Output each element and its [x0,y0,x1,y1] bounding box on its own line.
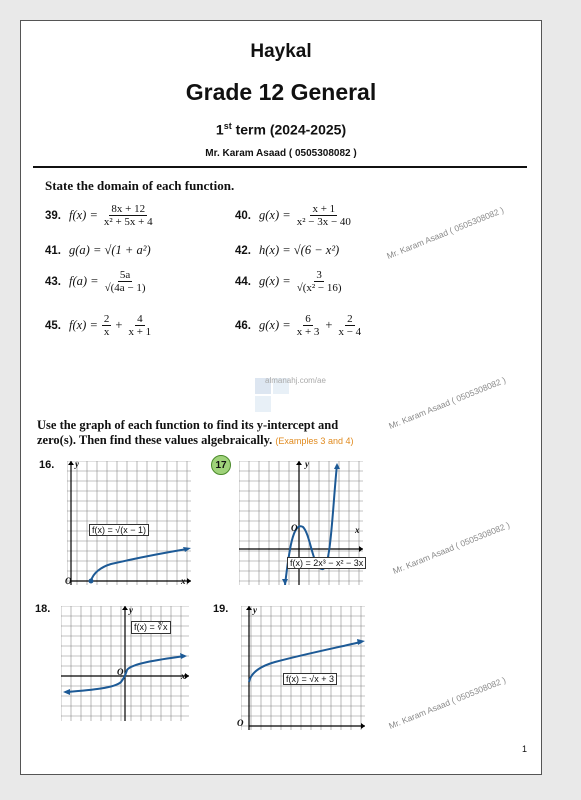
graph-16-y-axis-label: y [75,459,79,469]
graph-19 [241,606,365,730]
graph-prompt-line1: Use the graph of each function to find its y-intercept and [37,418,339,432]
graph-18-number: 18. [35,603,51,615]
problem-41: 41. g(a) = √(1 + a²) [45,243,151,257]
teacher-watermark: Mr. Karam Asaad ( 0505308082 ) [387,674,508,731]
graph-17-y-axis-label: y [305,459,309,469]
graph-19-y-axis-label: y [253,605,257,615]
problem-42: 42. h(x) = √(6 − x²) [235,243,340,257]
term-line: 1st term (2024-2025) [215,121,347,138]
graph-19-number: 19. [213,603,229,615]
graph-19-function-label: f(x) = √x + 3 [283,673,337,685]
problem-45: 45. f(x) = $\frac{2}{x}$ + $\frac{4}{x + 1}$ [45,313,152,338]
worksheet-page [20,20,542,775]
graph-17-function-label: f(x) = 2x³ − x² − 3x [287,557,366,569]
teacher-watermark: Mr. Karam Asaad ( 0505308082 ) [391,519,512,576]
graph-18-function-label: f(x) = ∛x [131,621,171,634]
graph-18-origin: O [117,667,124,677]
problem-39: 39. f(x) = $\frac{8x + 12}{\text{x² + 5x + 4}}$ [45,203,153,228]
graph-16 [67,461,191,585]
graph-16-origin: O [65,576,72,586]
graph-16-x-axis-label: x [181,576,186,586]
examples-ref: (Examples 3 and 4) [275,436,354,446]
teacher-watermark: Mr. Karam Asaad ( 0505308082 ) [387,374,508,431]
domain-prompt: State the domain of each function. [45,178,235,193]
page-title: Grade 12 General [185,79,377,105]
graph-18-x-axis-label: x [181,671,186,681]
site-watermark: almanahj.com/ae [265,376,326,385]
problem-40: 40. g(x) = $\frac{x + 1}{\text{x² − 3x − 40}}$ [235,203,351,228]
graph-17-number-badge: 17 [211,455,231,475]
graph-19-origin: O [237,718,244,728]
graph-17-origin: O [291,523,298,533]
page-number: 1 [521,744,527,754]
school-name: Haykal [250,41,312,62]
teacher-line: Mr. Karam Asaad ( 0505308082 ) [205,148,357,159]
problem-46: 46. g(x) = $\frac{6}{x + 3}$ + $\frac{2}{x - 4}$ [235,313,362,338]
graph-16-function-label: f(x) = √(x − 1) [89,524,149,536]
header-divider [33,166,527,168]
problem-44: 44. g(x) = $\frac{3}{\text{√(x² − 16)}}$ [235,269,342,294]
problem-43: 43. f(a) = $\frac{5a}{√(4a - 1)}$ [45,269,146,294]
graph-16-number: 16. [39,459,55,471]
graph-prompt-line2: zero(s). Then find these values algebraically. (Examples 3 and 4) [37,433,354,447]
graph-18-y-axis-label: y [129,605,133,615]
teacher-watermark: Mr. Karam Asaad ( 0505308082 ) [385,204,506,261]
graph-17-x-axis-label: x [355,525,360,535]
